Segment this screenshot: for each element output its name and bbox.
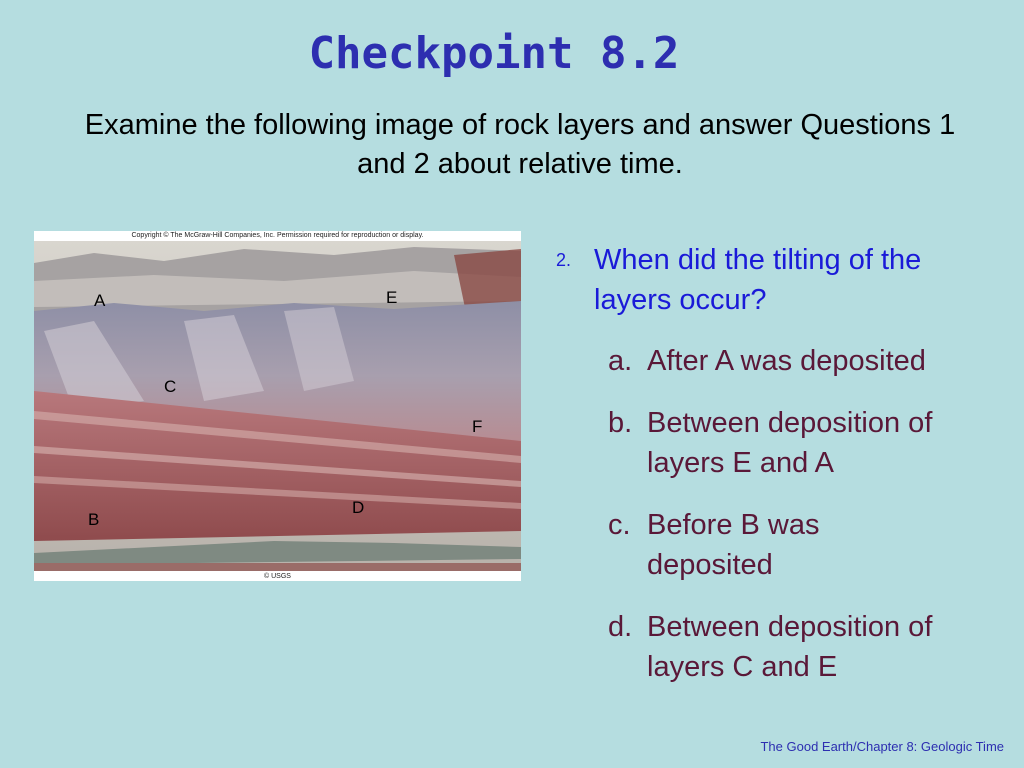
figure-credit: © USGS: [264, 573, 291, 580]
option-d: [608, 607, 1008, 687]
layer-label-f: F: [472, 417, 483, 436]
option-text: After A was deposited: [647, 345, 926, 377]
layer-label-a: A: [94, 291, 106, 310]
option-a: [608, 341, 1008, 381]
option-text: Before B was deposited: [647, 509, 820, 581]
option-letter: d.: [608, 611, 633, 643]
option-text: Between deposition of layers E and A: [647, 407, 933, 479]
option-letter: b.: [608, 407, 633, 439]
layer-label-c: C: [164, 377, 177, 396]
question-number: 2.: [556, 250, 572, 270]
option-letter: c.: [608, 509, 631, 541]
layer-label-e: E: [386, 288, 398, 307]
option-c: [608, 505, 1008, 585]
rock-layers-figure: [34, 231, 521, 581]
slide-footer: The Good Earth/Chapter 8: Geologic Time: [760, 739, 1004, 754]
layer-label-d: D: [352, 498, 365, 517]
option-text: Between deposition of layers C and E: [647, 611, 933, 683]
slide-subtitle: Examine the following image of rock layers and answer Questions 1 and 2 about relative time.: [84, 109, 956, 180]
rock-layers-photo: [34, 241, 521, 571]
slide-title: Checkpoint 8.2: [308, 28, 680, 79]
figure-copyright: Copyright © The McGraw-Hill Companies, Inc. Permission required for reproduction or display.: [131, 232, 424, 239]
option-letter: a.: [608, 345, 633, 377]
option-b: [608, 403, 1008, 483]
layer-label-b: B: [88, 510, 100, 529]
question-text: When did the tilting of the layers occur?: [594, 244, 922, 316]
